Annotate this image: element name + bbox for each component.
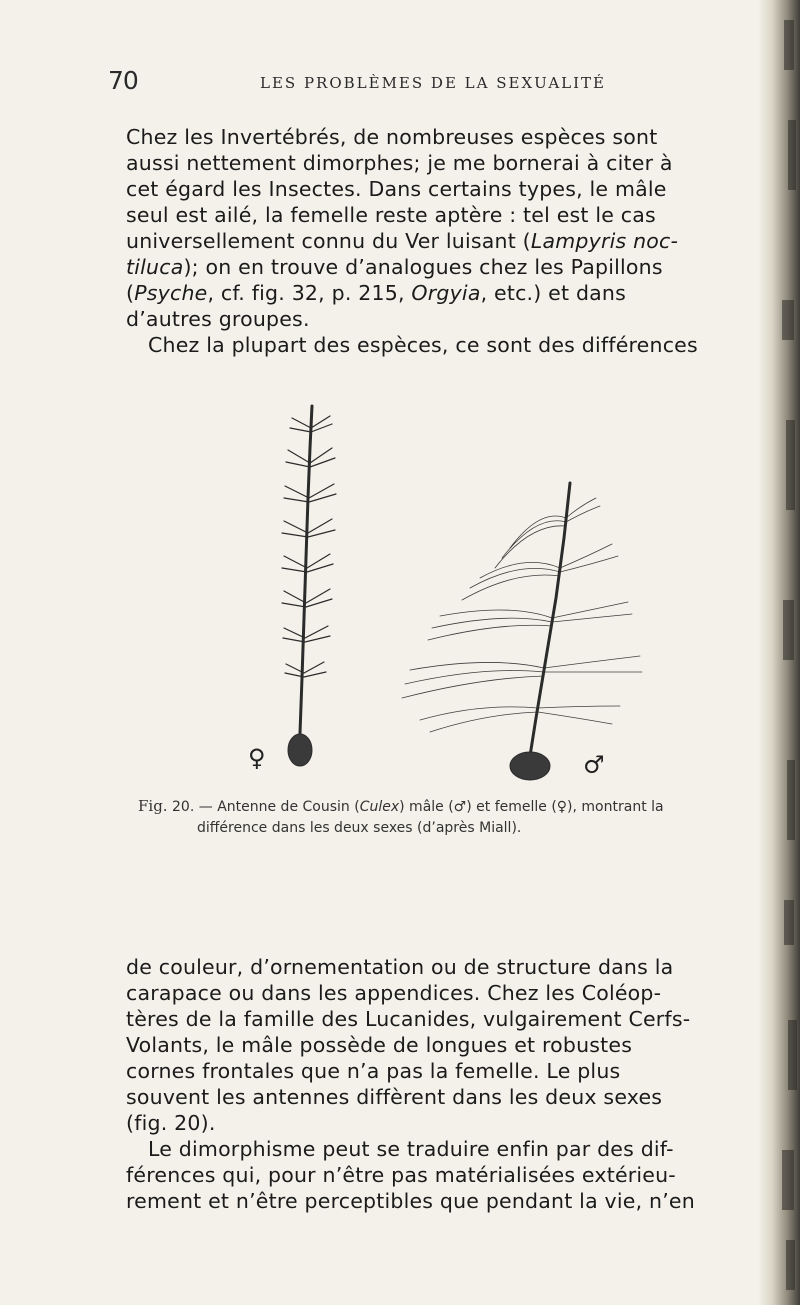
- figure-label: Fig.: [138, 797, 168, 815]
- paragraph-line: cet égard les Insectes. Dans certains types, le mâle: [126, 177, 667, 201]
- male-symbol: ♂: [583, 751, 605, 779]
- text-run: , etc.) et dans: [480, 281, 626, 305]
- paragraph-line: seul est ailé, la femelle reste aptère : tel est le cas: [126, 203, 656, 227]
- caption-line: [138, 796, 750, 818]
- figure-caption: [138, 796, 750, 839]
- paragraph-line: Chez la plupart des espèces, ce sont des différences: [148, 333, 698, 357]
- paragraph-2: [126, 954, 740, 1214]
- genus-name: Psyche: [134, 281, 208, 305]
- text-run: 20. — Antenne de Cousin (: [167, 799, 360, 815]
- genus-name: Culex: [359, 799, 400, 815]
- species-name: Lampyris noc-: [530, 229, 679, 253]
- paragraph-line: de couleur, d’ornementation ou de structure dans la: [126, 955, 674, 979]
- paragraph-line: aussi nettement dimorphes; je me bornerai à citer à: [126, 151, 673, 175]
- paragraph-line: Chez les Invertébrés, de nombreuses espèces sont: [126, 125, 658, 149]
- genus-name: Orgyia: [411, 281, 481, 305]
- page-number: 70: [108, 66, 138, 95]
- paragraph-1: [126, 124, 740, 358]
- paragraph-line: Le dimorphisme peut se traduire enfin par des dif-: [148, 1137, 674, 1161]
- paragraph-line: souvent les antennes diffèrent dans les deux sexes: [126, 1085, 663, 1109]
- paragraph-line: [126, 280, 740, 306]
- paragraph-line: férences qui, pour n’être pas matérialisées extérieu-: [126, 1163, 676, 1187]
- species-name: tiluca: [126, 255, 184, 279]
- paragraph-line: [126, 228, 740, 254]
- figure-antennae: [240, 388, 660, 788]
- paragraph-line: [126, 254, 740, 280]
- paragraph-line: (fig. 20).: [126, 1111, 216, 1135]
- paragraph-line: d’autres groupes.: [126, 307, 310, 331]
- page-edge-marks: [758, 0, 800, 1305]
- paragraph-line: rement et n’être perceptibles que pendant la vie, n’en: [126, 1189, 695, 1213]
- female-antenna-drawing: [282, 406, 336, 766]
- male-antenna-drawing: [402, 483, 642, 780]
- female-symbol: ♀: [248, 744, 266, 772]
- antennae-illustration: [240, 388, 660, 788]
- paragraph-line: carapace ou dans les appendices. Chez les Coléop-: [126, 981, 662, 1005]
- text-run: (: [126, 281, 135, 305]
- text-run: , cf. fig. 32, p. 215,: [207, 281, 412, 305]
- paragraph-line: cornes frontales que n’a pas la femelle. Le plus: [126, 1059, 621, 1083]
- text-run: ); on en trouve d’analogues chez les Papillons: [183, 255, 663, 279]
- text-run: universellement connu du Ver luisant (: [126, 229, 531, 253]
- paragraph-line: Volants, le mâle possède de longues et robustes: [126, 1033, 633, 1057]
- text-run: ) mâle (♂) et femelle (♀), montrant la: [399, 799, 664, 815]
- running-title: LES PROBLÈMES DE LA SEXUALITÉ: [260, 74, 606, 92]
- paragraph-line: tères de la famille des Lucanides, vulgairement Cerfs-: [126, 1007, 691, 1031]
- caption-line: différence dans les deux sexes (d’après Miall).: [197, 820, 522, 836]
